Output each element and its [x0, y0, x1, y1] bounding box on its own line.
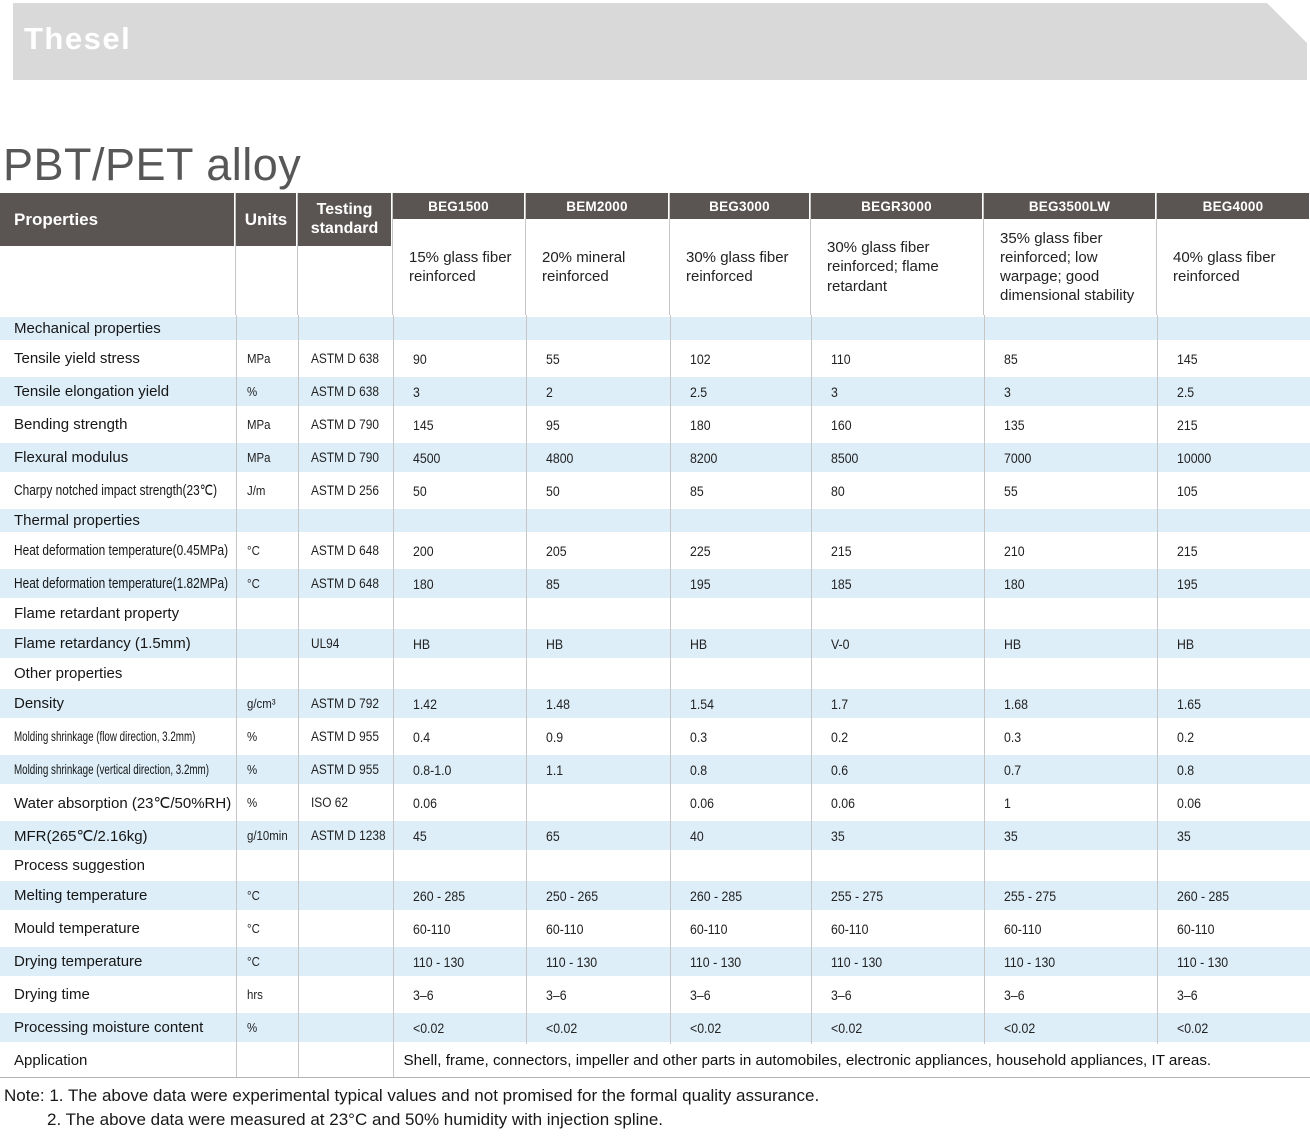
empty-cell [1157, 660, 1310, 687]
value-cell: 135 [984, 408, 1157, 441]
property-row [0, 978, 1310, 1011]
property-cell: Water absorption (23℃/50%RH) [0, 786, 236, 819]
value-cell: 3–6 [526, 978, 670, 1011]
empty-cell [393, 600, 526, 627]
grade-description: 30% glass fiber reinforced [686, 248, 789, 285]
empty-cell [984, 315, 1157, 342]
value-cell: 3–6 [1176, 986, 1198, 1003]
application-cell: Shell, frame, connectors, impeller and other parts in automobiles, electronic appliances, household appliances, IT areas. [393, 1044, 1310, 1077]
value-cell: 85 [670, 474, 811, 507]
standard-cell: ASTM D 790 [298, 441, 393, 474]
property-row [0, 819, 1310, 852]
section-row [0, 660, 1310, 687]
value-cell: <0.02 [670, 1011, 811, 1044]
standard-cell: ASTM D 638 [298, 375, 393, 408]
empty-cell [298, 600, 393, 627]
property-row [0, 720, 1310, 753]
property-row [0, 567, 1310, 600]
value-cell: 3–6 [393, 978, 526, 1011]
value-cell: <0.02 [393, 1011, 526, 1044]
value-cell: <0.02 [984, 1011, 1157, 1044]
empty-cell [670, 660, 811, 687]
empty-cell [298, 852, 393, 879]
value-cell: 55 [526, 342, 670, 375]
standard-cell: ISO 62 [298, 786, 393, 819]
property-cell: Drying time [0, 978, 236, 1011]
unit-cell: g/cm³ [236, 687, 298, 720]
property-cell: Molding shrinkage (vertical direction, 3.2mm) [0, 753, 236, 786]
spec-table-body [0, 315, 1310, 1078]
value-cell: 110 - 130 [526, 945, 670, 978]
empty-cell [236, 660, 298, 687]
property-cell: Density [0, 687, 236, 720]
standard-cell: ASTM D 955 [298, 720, 393, 753]
empty-cell [811, 600, 984, 627]
value-cell: 95 [526, 408, 670, 441]
section-row [0, 315, 1310, 342]
empty-cell [236, 600, 298, 627]
value-cell: 2 [526, 375, 670, 408]
value-cell: 50 [526, 474, 670, 507]
unit-cell: % [236, 753, 298, 786]
value-cell: 85 [984, 342, 1157, 375]
standard-cell: ASTM D 790 [298, 408, 393, 441]
standard-cell: ASTM D 648 [298, 534, 393, 567]
value-cell: 1.7 [811, 687, 984, 720]
value-cell: 102 [670, 342, 811, 375]
empty-cell [526, 852, 670, 879]
grade-description: 35% glass fiber reinforced; low warpage; good dimensional stability [1000, 229, 1135, 305]
grade-name: BEM2000 [526, 193, 668, 219]
value-cell: 80 [811, 474, 984, 507]
section-label: Mechanical properties [0, 315, 236, 342]
empty-cell [670, 852, 811, 879]
value-cell: 3–6 [670, 978, 811, 1011]
value-cell: 260 - 285 [393, 879, 526, 912]
section-label: Thermal properties [0, 507, 236, 534]
grade-column-beg3500lw [984, 193, 1157, 315]
unit-cell: °C [236, 534, 298, 567]
grade-name: BEGR3000 [811, 193, 982, 219]
value-cell: 0.06 [1176, 794, 1201, 811]
value-cell: 35 [984, 819, 1157, 852]
value-cell: 0.8 [1157, 753, 1310, 786]
value-cell: 7000 [984, 441, 1157, 474]
table-header-row [0, 193, 1310, 315]
value-cell: 180 [670, 408, 811, 441]
value-cell: 110 - 130 [811, 945, 984, 978]
value-cell: 2.5 [1157, 375, 1310, 408]
standard-cell: ASTM D 638 [298, 342, 393, 375]
property-cell: Heat deformation temperature(1.82MPa) [0, 567, 236, 600]
unit-cell: % [236, 786, 298, 819]
section-label: Process suggestion [0, 852, 236, 879]
value-cell: 225 [670, 534, 811, 567]
standard-cell: ASTM D 256 [298, 474, 393, 507]
empty-cell [984, 660, 1157, 687]
unit-cell: J/m [236, 474, 298, 507]
empty-cell [811, 315, 984, 342]
standard-cell [298, 978, 393, 1011]
property-row [0, 879, 1310, 912]
page-title: PBT/PET alloy [3, 139, 302, 190]
value-cell: 45 [393, 819, 526, 852]
empty-cell [1157, 600, 1310, 627]
value-cell: 0.3 [670, 720, 811, 753]
empty-cell [670, 507, 811, 534]
property-cell: Application [0, 1044, 236, 1077]
value-cell: 215 [811, 534, 984, 567]
value-cell: 90 [393, 342, 526, 375]
value-cell: 195 [1157, 567, 1310, 600]
property-cell: Melting temperature [0, 879, 236, 912]
grade-column-begr3000 [811, 193, 984, 315]
property-cell: Mould temperature [0, 912, 236, 945]
value-cell: 180 [393, 567, 526, 600]
value-cell: HB [670, 627, 811, 660]
value-cell: 1.68 [984, 687, 1157, 720]
empty-cell [1157, 507, 1310, 534]
empty-cell [984, 852, 1157, 879]
empty-cell [526, 600, 670, 627]
value-cell: 3–6 [984, 978, 1157, 1011]
property-cell: Processing moisture content [0, 1011, 236, 1044]
grade-column-beg4000 [1157, 193, 1310, 315]
empty-cell [811, 660, 984, 687]
grade-name: BEG1500 [393, 193, 524, 219]
header-testing-standard: Testing standard [298, 193, 391, 246]
standard-cell [298, 879, 393, 912]
value-cell: 65 [526, 819, 670, 852]
property-cell: MFR(265℃/2.16kg) [0, 819, 236, 852]
property-cell: Flame retardancy (1.5mm) [0, 627, 236, 660]
property-cell: Charpy notched impact strength(23℃) [0, 474, 236, 507]
spec-table [0, 193, 1310, 1078]
grade-name: BEG3500LW [984, 193, 1155, 219]
grade-description: 20% mineral reinforced [542, 248, 626, 285]
property-row [0, 474, 1310, 507]
header-properties: Properties [0, 193, 234, 246]
application-row [0, 1044, 1310, 1077]
unit-cell [236, 1044, 298, 1077]
value-cell: 8500 [811, 441, 984, 474]
property-row [0, 627, 1310, 660]
standard-cell [298, 1011, 393, 1044]
note-line-2: 2. The above data were measured at 23°C and 50% humidity with injection spline. [47, 1109, 664, 1129]
value-cell: 50 [393, 474, 526, 507]
value-cell: HB [1157, 627, 1310, 660]
value-cell: 35 [1157, 819, 1310, 852]
value-cell: 0.8-1.0 [393, 753, 526, 786]
section-row [0, 600, 1310, 627]
empty-cell [526, 507, 670, 534]
unit-cell: hrs [236, 978, 298, 1011]
value-cell [526, 786, 670, 819]
value-cell: 110 - 130 [393, 945, 526, 978]
value-cell: 0.3 [984, 720, 1157, 753]
header-col-units [236, 193, 298, 315]
standard-cell [298, 1044, 393, 1077]
grade-description: 30% glass fiber reinforced; flame retardant [827, 239, 939, 295]
grade-description: 40% glass fiber reinforced [1173, 248, 1276, 285]
value-cell: 3–6 [811, 978, 984, 1011]
value-cell: 1.42 [393, 687, 526, 720]
value-cell: 60-110 [393, 912, 526, 945]
header-units: Units [236, 193, 296, 246]
value-cell: <0.02 [811, 1011, 984, 1044]
property-row [0, 342, 1310, 375]
empty-cell [670, 600, 811, 627]
empty-cell [236, 507, 298, 534]
value-cell: 110 - 130 [984, 945, 1157, 978]
value-cell: HB [984, 627, 1157, 660]
property-cell: Heat deformation temperature(0.45MPa) [0, 534, 236, 567]
header-col-testing-standard [298, 193, 393, 315]
value-cell: 60-110 [984, 912, 1157, 945]
notes [4, 1084, 819, 1131]
grade-column-bem2000 [526, 193, 670, 315]
value-cell: <0.02 [1157, 1011, 1310, 1044]
value-cell: 145 [1176, 350, 1198, 367]
value-cell: 0.7 [984, 753, 1157, 786]
value-cell: 250 - 265 [526, 879, 670, 912]
standard-cell [298, 912, 393, 945]
value-cell: 215 [1176, 416, 1198, 433]
value-cell: 85 [526, 567, 670, 600]
unit-cell: °C [236, 945, 298, 978]
property-row [0, 408, 1310, 441]
value-cell: 0.4 [393, 720, 526, 753]
unit-cell: % [236, 1011, 298, 1044]
value-cell: 255 - 275 [811, 879, 984, 912]
standard-cell [298, 945, 393, 978]
grade-name: BEG4000 [1157, 193, 1309, 219]
unit-cell: °C [236, 879, 298, 912]
value-cell: 210 [984, 534, 1157, 567]
unit-cell: % [236, 375, 298, 408]
value-cell: 160 [811, 408, 984, 441]
unit-cell: g/10min [236, 819, 298, 852]
value-cell: 3 [811, 375, 984, 408]
value-cell: 4500 [393, 441, 526, 474]
value-cell: 0.06 [670, 786, 811, 819]
value-cell: 1.48 [526, 687, 670, 720]
empty-cell [670, 315, 811, 342]
value-cell: 0.06 [811, 786, 984, 819]
section-label: Other properties [0, 660, 236, 687]
property-cell: Molding shrinkage (flow direction, 3.2mm) [0, 720, 236, 753]
value-cell: 260 - 285 [1157, 879, 1310, 912]
standard-cell: ASTM D 648 [298, 567, 393, 600]
value-cell: 110 [811, 342, 984, 375]
value-cell: 60-110 [526, 912, 670, 945]
value-cell: 185 [811, 567, 984, 600]
property-row [0, 945, 1310, 978]
empty-cell [298, 315, 393, 342]
property-row [0, 753, 1310, 786]
value-cell: 3 [984, 375, 1157, 408]
header-col-properties [0, 193, 236, 315]
value-cell: 60-110 [670, 912, 811, 945]
value-cell: 3 [393, 375, 526, 408]
value-cell: 145 [393, 408, 526, 441]
value-cell: 105 [1176, 482, 1198, 499]
standard-cell: ASTM D 1238 [298, 819, 393, 852]
empty-cell [393, 852, 526, 879]
property-row [0, 912, 1310, 945]
unit-cell: MPa [236, 441, 298, 474]
unit-cell: °C [236, 912, 298, 945]
standard-cell: UL94 [298, 627, 393, 660]
property-cell: Bending strength [0, 408, 236, 441]
value-cell: 0.6 [811, 753, 984, 786]
unit-cell: MPa [236, 408, 298, 441]
grade-name: BEG3000 [670, 193, 809, 219]
value-cell: 0.2 [1176, 728, 1194, 745]
value-cell: 180 [984, 567, 1157, 600]
brand-logo: Thesel [24, 21, 132, 56]
unit-cell: °C [236, 567, 298, 600]
value-cell: 55 [984, 474, 1157, 507]
value-cell: 1.1 [526, 753, 670, 786]
empty-cell [393, 507, 526, 534]
value-cell: 0.2 [811, 720, 984, 753]
empty-cell [1157, 315, 1310, 342]
property-cell: Tensile yield stress [0, 342, 236, 375]
value-cell: 1.65 [1157, 687, 1310, 720]
value-cell: 1.54 [670, 687, 811, 720]
value-cell: 195 [670, 567, 811, 600]
unit-cell: % [236, 720, 298, 753]
value-cell: HB [393, 627, 526, 660]
empty-cell [236, 315, 298, 342]
value-cell: 40 [670, 819, 811, 852]
empty-cell [236, 852, 298, 879]
value-cell: 10000 [1157, 441, 1310, 474]
brand-banner [13, 3, 1307, 80]
section-label: Flame retardant property [0, 600, 236, 627]
empty-cell [1157, 852, 1310, 879]
value-cell: 0.9 [526, 720, 670, 753]
property-row [0, 687, 1310, 720]
value-cell: 8200 [670, 441, 811, 474]
property-row [0, 1011, 1310, 1044]
unit-cell: MPa [236, 342, 298, 375]
property-cell: Flexural modulus [0, 441, 236, 474]
value-cell: 255 - 275 [984, 879, 1157, 912]
value-cell: 0.8 [670, 753, 811, 786]
value-cell: <0.02 [526, 1011, 670, 1044]
empty-cell [298, 660, 393, 687]
value-cell: 205 [526, 534, 670, 567]
property-row [0, 534, 1310, 567]
note-line-1: Note: 1. The above data were experimental typical values and not promised for the formal quality assurance. [4, 1086, 820, 1105]
unit-cell [236, 627, 298, 660]
property-row [0, 375, 1310, 408]
standard-cell: ASTM D 955 [298, 753, 393, 786]
section-row [0, 852, 1310, 879]
empty-cell [526, 315, 670, 342]
empty-cell [984, 600, 1157, 627]
value-cell: 260 - 285 [670, 879, 811, 912]
grade-column-beg1500 [393, 193, 526, 315]
empty-cell [811, 507, 984, 534]
value-cell: 60-110 [811, 912, 984, 945]
value-cell: 200 [393, 534, 526, 567]
value-cell: 0.06 [393, 786, 526, 819]
empty-cell [298, 507, 393, 534]
property-cell: Drying temperature [0, 945, 236, 978]
grade-column-beg3000 [670, 193, 811, 315]
standard-cell: ASTM D 792 [298, 687, 393, 720]
empty-cell [393, 315, 526, 342]
property-cell: Tensile elongation yield [0, 375, 236, 408]
property-row [0, 786, 1310, 819]
value-cell: 2.5 [670, 375, 811, 408]
property-row [0, 441, 1310, 474]
empty-cell [526, 660, 670, 687]
empty-cell [811, 852, 984, 879]
value-cell: 35 [811, 819, 984, 852]
value-cell: HB [526, 627, 670, 660]
grade-description: 15% glass fiber reinforced [409, 248, 512, 285]
section-row [0, 507, 1310, 534]
empty-cell [984, 507, 1157, 534]
value-cell: 1 [984, 786, 1157, 819]
empty-cell [393, 660, 526, 687]
value-cell: 4800 [526, 441, 670, 474]
value-cell: V-0 [811, 627, 984, 660]
value-cell: 215 [1176, 542, 1198, 559]
value-cell: 110 - 130 [670, 945, 811, 978]
value-cell: 60-110 [1176, 920, 1214, 937]
value-cell: 110 - 130 [1157, 945, 1310, 978]
